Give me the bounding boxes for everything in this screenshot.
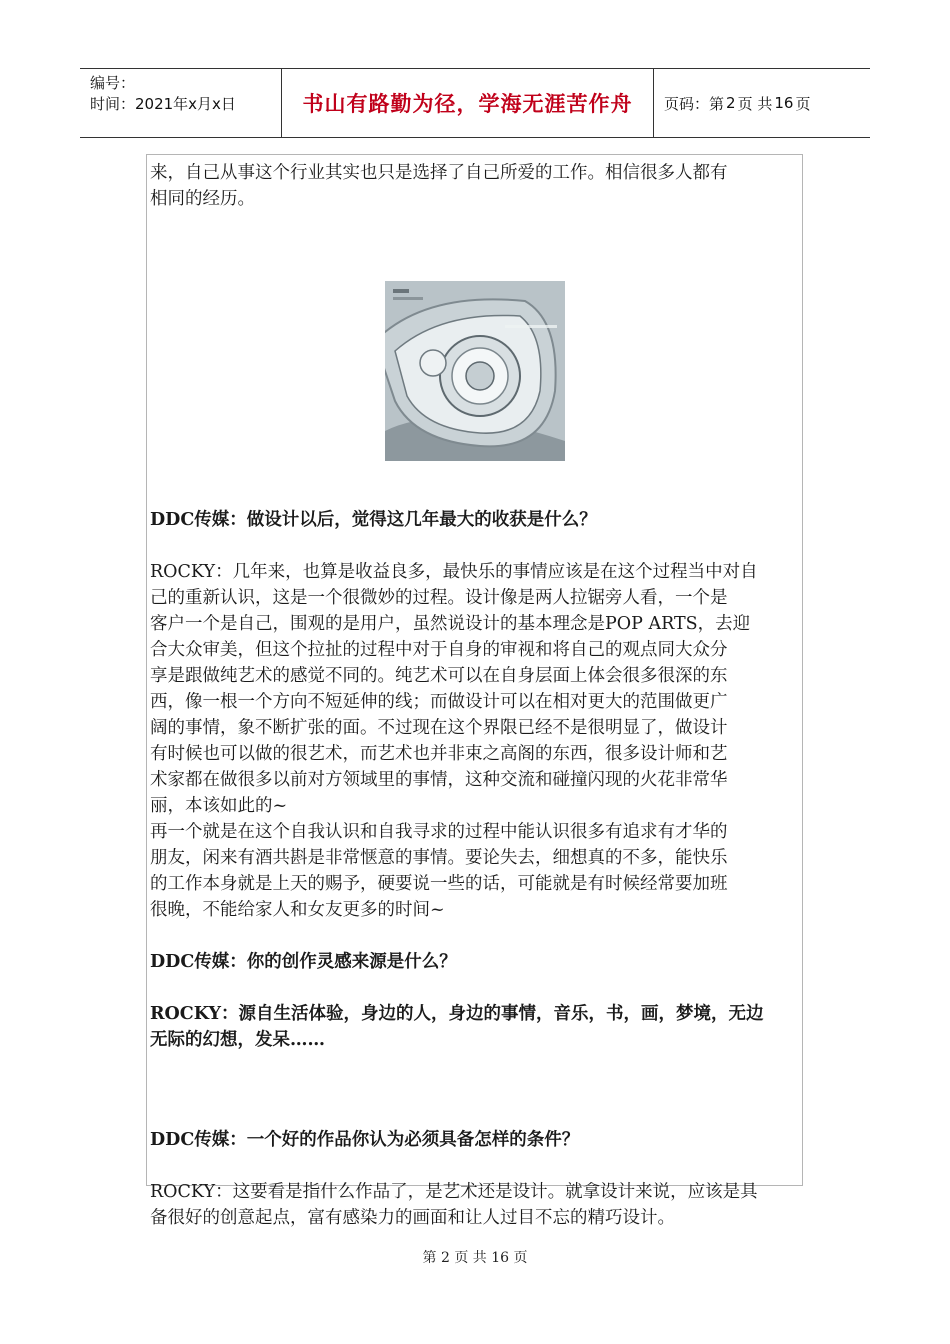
- spacer: [150, 1153, 798, 1179]
- spacer: [150, 975, 798, 1001]
- header-motto: 书山有路勤为径，学海无涯苦作舟: [282, 69, 654, 137]
- spacer: [150, 923, 798, 949]
- page-total: 16: [774, 94, 794, 112]
- answer-1-line: 西，像一根一个方向不短延伸的线；而做设计可以在相对更大的范围做更广: [150, 692, 728, 712]
- answer-1-line: 很晚，不能给家人和女友更多的时间~: [150, 900, 445, 920]
- footer-mid: 页 共: [454, 1250, 487, 1266]
- answer-1: [150, 559, 798, 923]
- answer-1-line: ROCKY：几年来，也算是收益良多，最快乐的事情应该是在这个过程当中对自: [150, 562, 758, 582]
- answer-1-line: 己的重新认识，这是一个很微妙的过程。设计像是两人拉锯旁人看，一个是: [150, 588, 728, 608]
- page-current: 2: [726, 94, 736, 112]
- spacer: [150, 1053, 798, 1127]
- footer-total: 16: [491, 1250, 510, 1266]
- answer-2-line: 无际的幻想，发呆……: [150, 1030, 325, 1050]
- document-date-label: 时间：2021年x月x日: [90, 95, 236, 113]
- spacer: [150, 533, 798, 559]
- spacer: [150, 461, 798, 507]
- answer-1-line: 阔的事情，象不断扩张的面。不过现在这个界限已经不是很明显了，做设计: [150, 718, 728, 738]
- answer-3-line: 备很好的创意起点，富有感染力的画面和让人过目不忘的精巧设计。: [150, 1208, 675, 1228]
- question-3: DDC传媒：一个好的作品你认为必须具备怎样的条件？: [150, 1130, 580, 1150]
- answer-1-line: 丽，本该如此的~: [150, 796, 288, 816]
- answer-1-line: 享是跟做纯艺术的感觉不同的。纯艺术可以在自身层面上体会很多很深的东: [150, 666, 728, 686]
- document-number-label: 编号：: [90, 74, 136, 92]
- intro-line-1: 来，自己从事这个行业其实也只是选择了自己所爱的工作。相信很多人都有: [150, 163, 728, 183]
- answer-2-line: ROCKY：源自生活体验，身边的人，身边的事情，音乐，书，画，梦境，无边: [150, 1004, 764, 1024]
- page-end: 页: [795, 94, 811, 113]
- footer-end: 页: [513, 1250, 528, 1266]
- question-2: DDC传媒：你的创作灵感来源是什么？: [150, 952, 457, 972]
- page-mid: 页 共: [737, 94, 773, 113]
- article-body: [150, 160, 798, 1231]
- answer-1-line: 术家都在做很多以前对方领域里的事情，这种交流和碰撞闪现的火花非常华: [150, 770, 728, 790]
- question-1: DDC传媒：做设计以后，觉得这几年最大的收获是什么？: [150, 510, 597, 530]
- answer-3: [150, 1179, 798, 1231]
- answer-3-line: ROCKY：这要看是指什么作品了，是艺术还是设计。就拿设计来说，应该是具: [150, 1182, 758, 1202]
- page-footer: [0, 1247, 950, 1267]
- answer-1-line: 再一个就是在这个自我认识和自我寻求的过程中能认识很多有追求有才华的: [150, 822, 728, 842]
- footer-current: 2: [440, 1250, 450, 1266]
- answer-2: [150, 1001, 798, 1053]
- answer-1-line: 客户一个是自己，围观的是用户，虽然说设计的基本理念是POP ARTS，去迎: [150, 614, 751, 634]
- page-label: 页码：第: [664, 94, 725, 113]
- page-header: [80, 68, 870, 138]
- car-headlight-image: [385, 281, 565, 461]
- header-meta: [80, 69, 282, 137]
- answer-1-line: 合大众审美，但这个拉扯的过程中对于自身的审视和将自己的观点同大众分: [150, 640, 728, 660]
- footer-pre: 第: [422, 1250, 437, 1266]
- intro-line-2: 相同的经历。: [150, 189, 255, 209]
- header-page-info: [654, 69, 870, 137]
- headlight-illustration: [385, 281, 565, 461]
- answer-1-line: 的工作本身就是上天的赐予，硬要说一些的话，可能就是有时候经常要加班: [150, 874, 728, 894]
- answer-1-line: 有时候也可以做的很艺术，而艺术也并非束之高阁的东西，很多设计师和艺: [150, 744, 728, 764]
- answer-1-line: 朋友，闲来有酒共斟是非常惬意的事情。要论失去，细想真的不多，能快乐: [150, 848, 728, 868]
